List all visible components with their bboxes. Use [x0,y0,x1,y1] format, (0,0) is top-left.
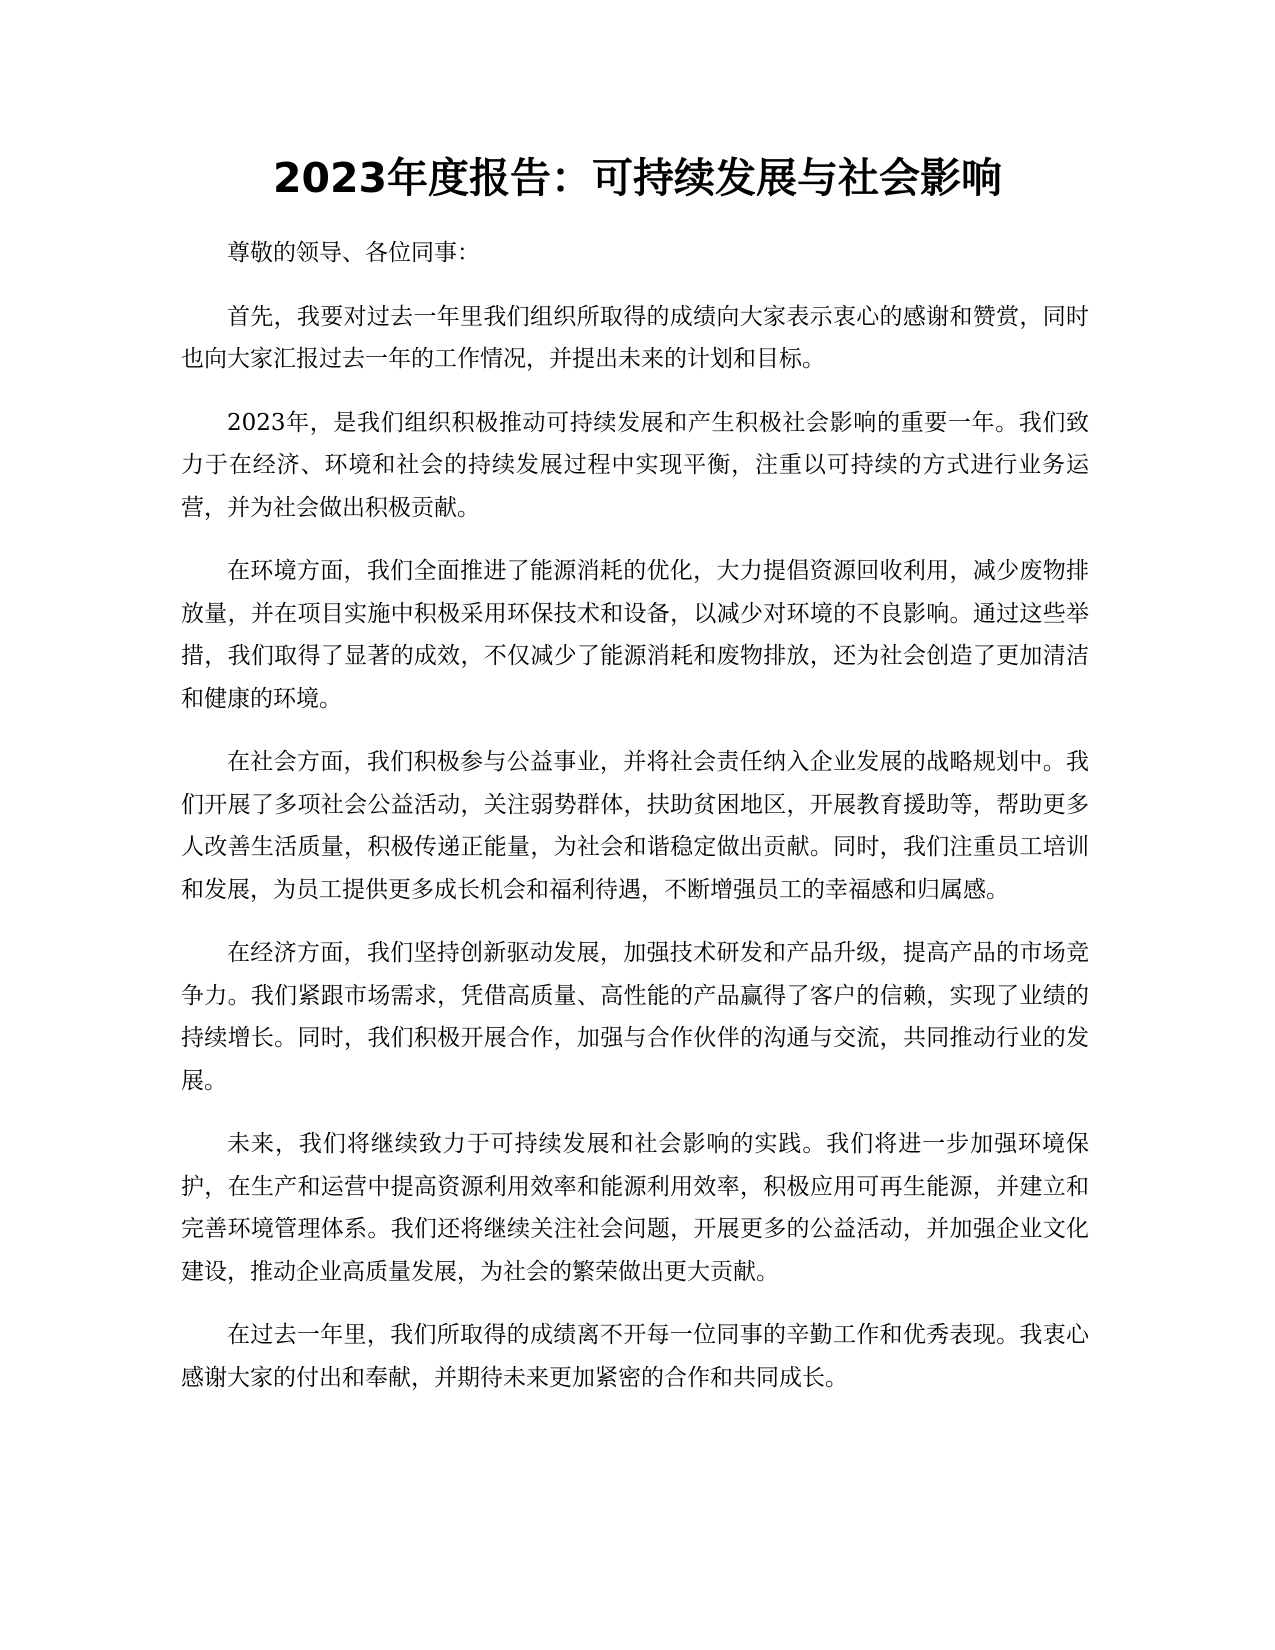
paragraph-opening: 首先，我要对过去一年里我们组织所取得的成绩向大家表示衷心的感谢和赞赏，同时也向大家汇报过去一年的工作情况，并提出未来的计划和目标。 [181,303,1089,372]
paragraph-economy: 在经济方面，我们坚持创新驱动发展，加强技术研发和产品升级，提高产品的市场竞争力。我们紧跟市场需求，凭借高质量、高性能的产品赢得了客户的信赖，实现了业绩的持续增长。同时，我们积极开展合作，加强与合作伙伴的沟通与交流，共同推动行业的发展。 [181,940,1089,1094]
document-body [181,232,1089,1420]
paragraph-salutation: 尊敬的领导、各位同事： [227,240,480,266]
paragraph-closing: 在过去一年里，我们所取得的成绩离不开每一位同事的辛勤工作和优秀表现。我衷心感谢大家的付出和奉献，并期待未来更加紧密的合作和共同成长。 [181,1322,1089,1391]
document-title: 2023年度报告：可持续发展与社会影响 [272,154,1003,202]
paragraph-future: 未来，我们将继续致力于可持续发展和社会影响的实践。我们将进一步加强环境保护，在生产和运营中提高资源利用效率和能源利用效率，积极应用可再生能源，并建立和完善环境管理体系。我们还将继续关注社会问题，开展更多的公益活动，并加强企业文化建设，推动企业高质量发展，为社会的繁荣做出更大贡献。 [181,1131,1089,1285]
paragraph-society: 在社会方面，我们积极参与公益事业，并将社会责任纳入企业发展的战略规划中。我们开展了多项社会公益活动，关注弱势群体，扶助贫困地区，开展教育援助等，帮助更多人改善生活质量，积极传递正能量，为社会和谐稳定做出贡献。同时，我们注重员工培训和发展，为员工提供更多成长机会和福利待遇，不断增强员工的幸福感和归属感。 [181,749,1089,903]
paragraph-environment: 在环境方面，我们全面推进了能源消耗的优化，大力提倡资源回收利用，减少废物排放量，并在项目实施中积极采用环保技术和设备，以减少对环境的不良影响。通过这些举措，我们取得了显著的成效，不仅减少了能源消耗和废物排放，还为社会创造了更加清洁和健康的环境。 [181,558,1089,712]
paragraph-overview: 2023年，是我们组织积极推动可持续发展和产生积极社会影响的重要一年。我们致力于在经济、环境和社会的持续发展过程中实现平衡，注重以可持续的方式进行业务运营，并为社会做出积极贡献。 [181,409,1089,521]
